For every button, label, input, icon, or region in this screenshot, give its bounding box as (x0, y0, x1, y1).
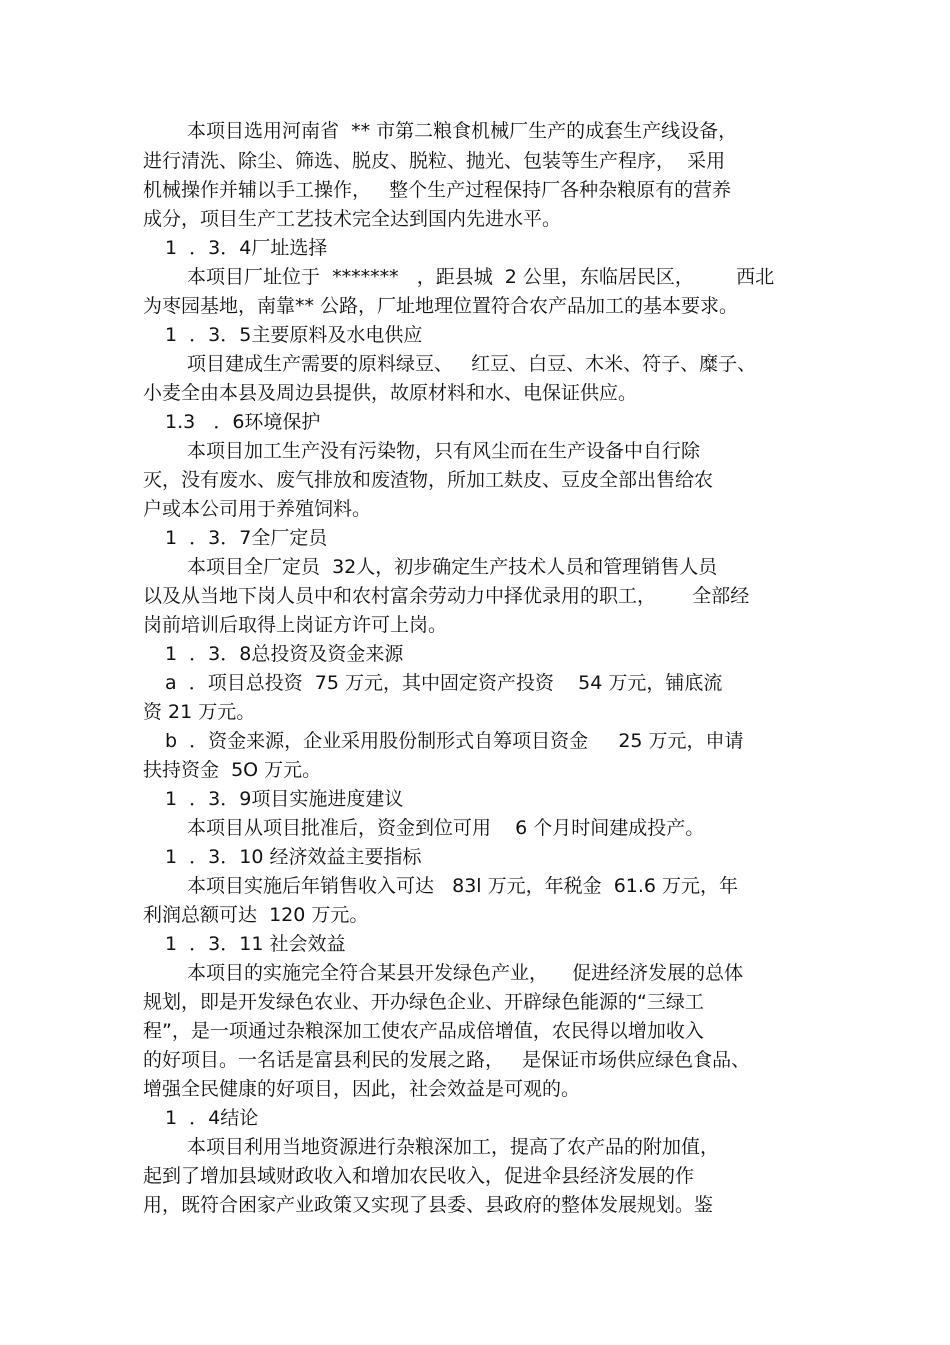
paragraph-line: 机械操作并辅以手工操作， 整个生产过程保持厂各种杂粮原有的营养 (143, 179, 732, 201)
paragraph-line: 户或本公司用于养殖饲料。 (143, 498, 372, 520)
paragraph-line: 本项目加工生产没有污染物，只有风尘而在生产设备中自行除 (187, 440, 701, 462)
paragraph-line: 利润总额可达 120 万元。 (143, 904, 369, 926)
paragraph-line: 小麦全由本县及周边县提供，故原材料和水、电保证供应。 (143, 382, 638, 404)
paragraph-line: 扶持资金 5O 万元。 (143, 759, 322, 781)
section-heading: 1 ．3．9项目实施进度建议 (165, 788, 404, 810)
paragraph-line: 程”，是一项通过杂粮深加工使农产品成倍增值，农民得以增加收入 (143, 1020, 704, 1042)
list-item: a ．项目总投资 75 万元，其中固定资产投资 54 万元，铺底流 (165, 672, 723, 694)
paragraph-line: 的好项目。一名话是富县利民的发展之路， 是保证市场供应绿色食品、 (143, 1049, 751, 1071)
paragraph-line: 岗前培训后取得上岗证方许可上岗。 (143, 614, 448, 636)
paragraph-line: 成分，项目生产工艺技术完全达到国内先进水平。 (143, 208, 562, 230)
paragraph-line: 增强全民健康的好项目，因此，社会效益是可观的。 (143, 1078, 581, 1100)
paragraph-line: 项目建成生产需要的原料绿豆、 红豆、白豆、木米、符子、糜子、 (187, 353, 757, 375)
section-heading: 1 ．4结论 (165, 1107, 259, 1129)
section-heading: 1 ．3．7全厂定员 (165, 527, 328, 549)
section-heading: 1 ．3．5主要原料及水电供应 (165, 324, 423, 346)
section-heading: 1 ．3．4厂址选择 (165, 237, 328, 259)
list-item: b ．资金来源，企业采用股份制形式自筹项目资金 25 万元，申请 (165, 730, 744, 752)
section-heading: 1.3 ．6环境保护 (165, 411, 321, 433)
paragraph-line: 起到了增加县域财政收入和增加农民收入，促进伞县经济发展的作 (143, 1165, 695, 1187)
section-heading: 1 ．3．10 经济效益主要指标 (165, 846, 422, 868)
paragraph-line: 本项目厂址位于 ******* ，距县城 2 公里，东临居民区， 西北 (187, 266, 775, 288)
paragraph-line: 灭，没有废水、废气排放和废渣物，所加工麸皮、豆皮全部出售给农 (143, 469, 714, 491)
paragraph-line: 本项目利用当地资源进行杂粮深加工，提高了农产品的附加值， (187, 1136, 720, 1158)
paragraph-line: 本项目全厂定员 32人，初步确定生产技术人员和管理销售人员 (187, 556, 718, 578)
section-heading: 1 ．3．11 社会效益 (165, 933, 346, 955)
paragraph-line: 进行清洗、除尘、筛选、脱皮、脱粒、抛光、包装等生产程序， 采用 (143, 150, 726, 172)
paragraph-line: 用，既符合困家产业政策又实现了县委、县政府的整体发展规划。鉴 (143, 1194, 714, 1216)
paragraph-line: 本项目的实施完全符合某县开发绿色产业， 促进经济发展的总体 (187, 962, 744, 984)
paragraph-line: 资 21 万元。 (143, 701, 256, 723)
paragraph-line: 为枣园基地，南靠** 公路，厂址地理位置符合农产品加工的基本要求。 (143, 295, 739, 317)
paragraph-line: 本项目从项目批准后，资金到位可用 6 个月时间建成投产。 (187, 817, 705, 839)
paragraph-line: 本项目选用河南省 ** 市第二粮食机械厂生产的成套生产线设备， (187, 120, 738, 142)
paragraph-line: 本项目实施后年销售收入可达 83l 万元，年税金 61.6 万元，年 (187, 875, 739, 897)
paragraph-line: 规划，即是开发绿色农业、开办绿色企业、开辟绿色能源的“三绿工 (143, 991, 704, 1013)
paragraph-line: 以及从当地下岗人员中和农村富余劳动力中择优录用的职工， 全部经 (143, 585, 750, 607)
section-heading: 1 ．3．8总投资及资金来源 (165, 643, 404, 665)
